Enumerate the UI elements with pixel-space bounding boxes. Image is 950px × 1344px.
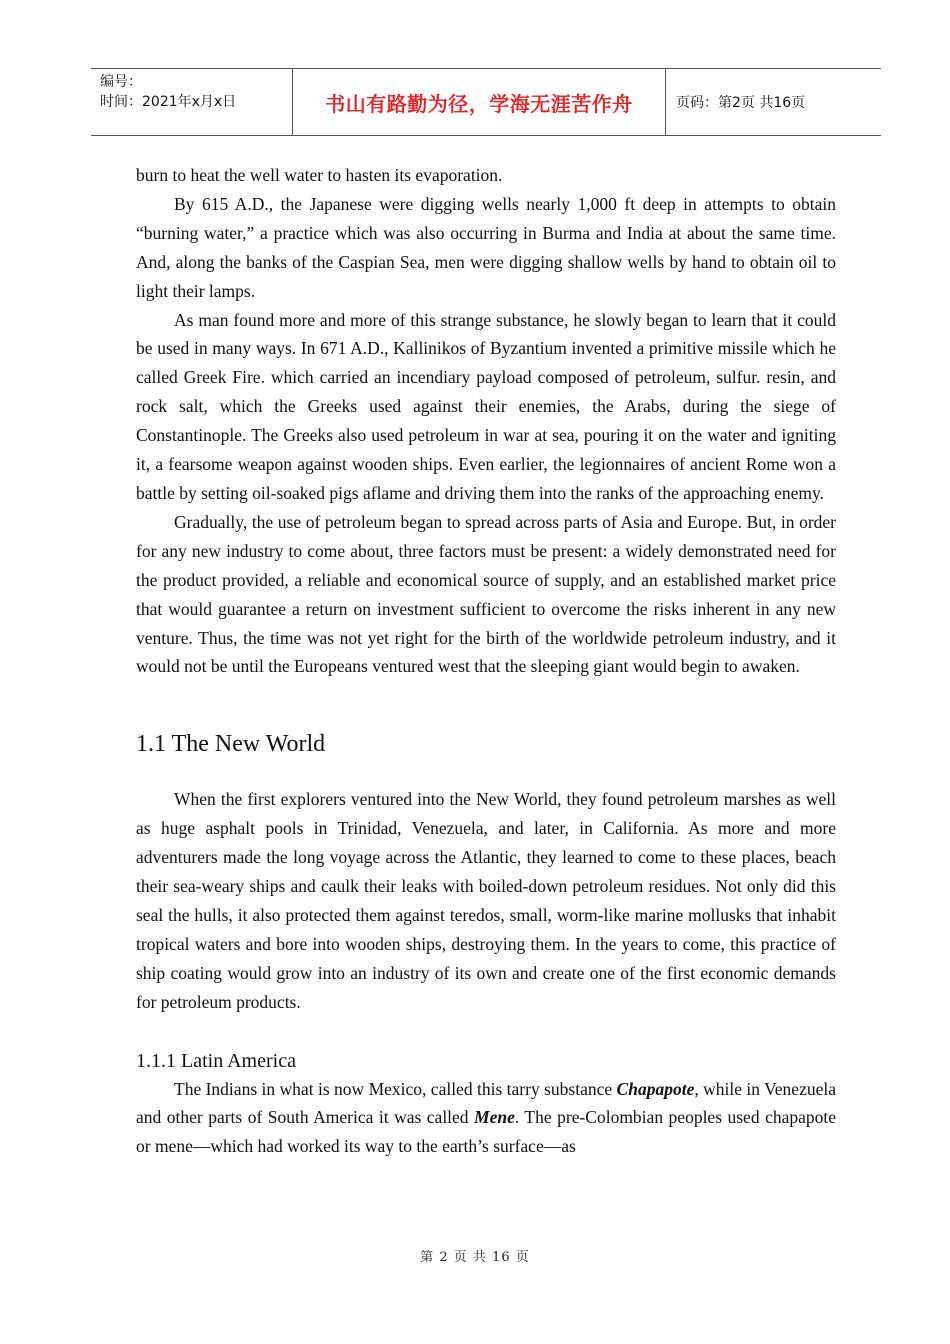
header-page-label: 页码：第2页 共16页 (676, 95, 806, 111)
page-header (91, 68, 881, 136)
emphasized-term: Mene (474, 1107, 515, 1128)
paragraph: Gradually, the use of petroleum began to spread across parts of Asia and Europe. But, in order for any new industry to come about, three factors must be present: a widely demonstrated need for the product provided, a reliable and economical source of supply, and an established market price that would guarantee a return on investment sufficient to overcome the risks inherent in any new venture. Thus, the time was not yet right for the birth of the worldwide petroleum industry, and it would not be until the Europeans ventured west that the sleeping giant would begin to awaken. (136, 511, 836, 677)
paragraph (136, 1075, 836, 1162)
header-meta-cell (91, 69, 293, 135)
footer-page-number: 第 2 页 共 16 页 (420, 1250, 530, 1265)
section-heading: 1.1 The New World (136, 731, 326, 758)
paragraph: As man found more and more of this strange substance, he slowly began to learn that it could be used in many ways. In 671 A.D., Kallinikos of Byzantium invented a primitive missile which he called Greek Fire. which carried an incendiary payload composed of petroleum, sulfur. resin, and rock salt, which the Greeks used against their enemies, the Arabs, during the siege of Constantinople. The Greeks also used petroleum in war at sea, pouring it on the water and igniting it, a fearsome weapon against wooden ships. Even earlier, the legionnaires of ancient Rome won a battle by setting oil-soaked pigs aflame and driving them into the ranks of the approaching enemy. (136, 309, 836, 503)
paragraph: When the first explorers ventured into the New World, they found petroleum marshes as well as huge asphalt pools in Trinidad, Venezuela, and later, in California. As more and more adventurers made the long voyage across the Atlantic, they learned to come to these places, beach their sea-weary ships and caulk their leaks with boiled-down petroleum residues. Not only did this seal the hulls, it also protected them against teredos, small, worm-like marine mollusks that inhabit tropical waters and bore into wooden ships, destroying them. In the years to come, this practice of ship coating would grow into an industry of its own and create one of the first economic demands for petroleum products. (136, 789, 836, 1012)
header-page-cell (666, 69, 881, 135)
header-motto-cell (293, 69, 666, 135)
document-number-label: 编号： (100, 74, 142, 90)
text-run: The Indians in what is now Mexico, called this tarry substance (174, 1078, 617, 1099)
emphasized-term: Chapapote (616, 1078, 695, 1099)
document-time-label: 时间：2021年x月x日 (100, 94, 237, 110)
text-run: , while in Venezuela and other parts of South America it was called (136, 1078, 836, 1128)
header-motto: 书山有路勤为径，学海无涯苦作舟 (325, 91, 633, 116)
text-run: . The pre-Colombian peoples used chapapote or mene—which had worked its way to the earth’s surface—as (136, 1107, 836, 1157)
document-body (136, 161, 836, 1161)
paragraph: By 615 A.D., the Japanese were digging wells nearly 1,000 ft deep in attempts to obtain “burning water,” a practice which was also occurring in Burma and India at about the same time. And, along the banks of the Caspian Sea, men were digging shallow wells by hand to obtain oil to light their lamps. (136, 193, 836, 301)
page-footer (0, 1246, 950, 1265)
subsection-heading: 1.1.1 Latin America (136, 1049, 296, 1072)
paragraph: burn to heat the well water to hasten its evaporation. (136, 165, 503, 185)
